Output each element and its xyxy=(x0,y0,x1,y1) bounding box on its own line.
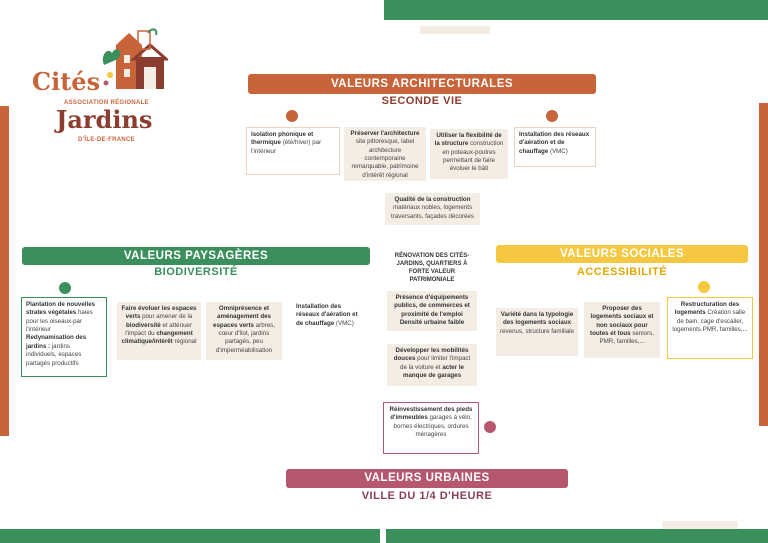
center-title: RÉNOVATION DES CITÉS-JARDINS, QUARTIERS À FORTE VALEUR PATRIMONIALE xyxy=(394,253,470,284)
bottom-green-bar-left xyxy=(0,529,380,543)
architecture-dot-left xyxy=(286,110,298,122)
social-title: VALEURS SOCIALES xyxy=(496,245,748,263)
bottom-green-bar-right xyxy=(386,529,768,543)
social-box-proposer: Proposer des logements sociaux et non sociaux pour toutes et tous seniors, PMR, familles,... xyxy=(584,302,660,358)
paysage-box-reseaux: Installation des réseaux d'aération et de chauffage (VMC) xyxy=(296,303,358,327)
urbain-subtitle: VILLE DU 1/4 D'HEURE xyxy=(361,490,493,502)
paysage-box-evoluer: Faire évoluer les espaces verts pour amener de la biodiversité et atténuer l'impact du changement climatique/intérêt régional xyxy=(117,302,201,360)
arch-box-qualite: Qualité de la construction matériaux nobles, logements traversants, façades décorées xyxy=(385,193,480,225)
top-tab xyxy=(420,26,490,34)
paysage-title: VALEURS PAYSAGÈRES xyxy=(22,247,370,265)
architecture-dot-right xyxy=(546,110,558,122)
logo-cites: Cités xyxy=(32,67,101,96)
urbain-box-presence: Présence d'équipements publics, de commerces et proximité de l'emploi Densité urbaine faible xyxy=(387,291,477,331)
paysage-box-plantation: Plantation de nouvelles strates végétales haies pour les oiseaux-par l'intérieur Redynamisation des jardins : jardins individuels, espaces partagés productifs xyxy=(21,297,107,377)
urbain-title: VALEURS URBAINES xyxy=(286,469,568,488)
bottom-tab xyxy=(662,521,738,529)
paysage-dot xyxy=(59,282,71,294)
arch-box-preserver: Préserver l'architecture site pittoresque, label architecture contemporaine remarquable, patrimoine d'intérêt régional xyxy=(344,127,426,181)
social-box-restructuration: Restructuration des logements Création salle de bain, cage d'escalier, logements PMR, familles,... xyxy=(667,297,753,359)
top-green-bar xyxy=(384,0,768,20)
arch-box-reseaux: Installation des réseaux d'aération et de chauffage (VMC) xyxy=(514,127,596,167)
urbain-box-mobilites: Développer les mobilités douces pour limiter l'impact de la voiture et acter le manque de garages xyxy=(387,344,477,386)
arch-box-isolation: Isolation phonique et thermique (été/hiver) par l'intérieur xyxy=(246,127,340,175)
paysage-box-omnipresence: Omniprésence et aménagement des espaces verts arbres, cœur d'îlot, jardins partagés, peu d'imperméabilisation xyxy=(206,302,282,360)
arch-box-flexibilite: Utiliser la flexibilité de la structure construction en poteaux-poutres permettant de faire évoluer le bâti xyxy=(430,129,508,179)
social-dot xyxy=(698,281,710,293)
architecture-subtitle: SECONDE VIE xyxy=(381,95,463,107)
paysage-subtitle: BIODIVERSITÉ xyxy=(154,266,238,278)
logo-association: ASSOCIATION RÉGIONALE xyxy=(64,100,149,106)
urbain-box-reinvestissement: Réinvestissement des pieds d'immeubles garages à vélo, bornes électriques, ordures ménagères xyxy=(383,402,479,454)
architecture-title: VALEURS ARCHITECTURALES xyxy=(248,74,596,94)
urbain-dot xyxy=(484,421,496,433)
right-orange-bar xyxy=(759,103,768,426)
logo-houses-icon xyxy=(98,25,168,95)
social-subtitle: ACCESSIBILITÉ xyxy=(576,266,668,278)
left-orange-bar xyxy=(0,106,9,436)
social-box-variete: Variété dans la typologie des logements sociaux revenus, structure familiale xyxy=(496,308,578,356)
logo-region: D'ÎLE-DE-FRANCE xyxy=(78,137,135,143)
logo xyxy=(28,25,168,155)
logo-jardins: Jardins xyxy=(56,105,153,134)
